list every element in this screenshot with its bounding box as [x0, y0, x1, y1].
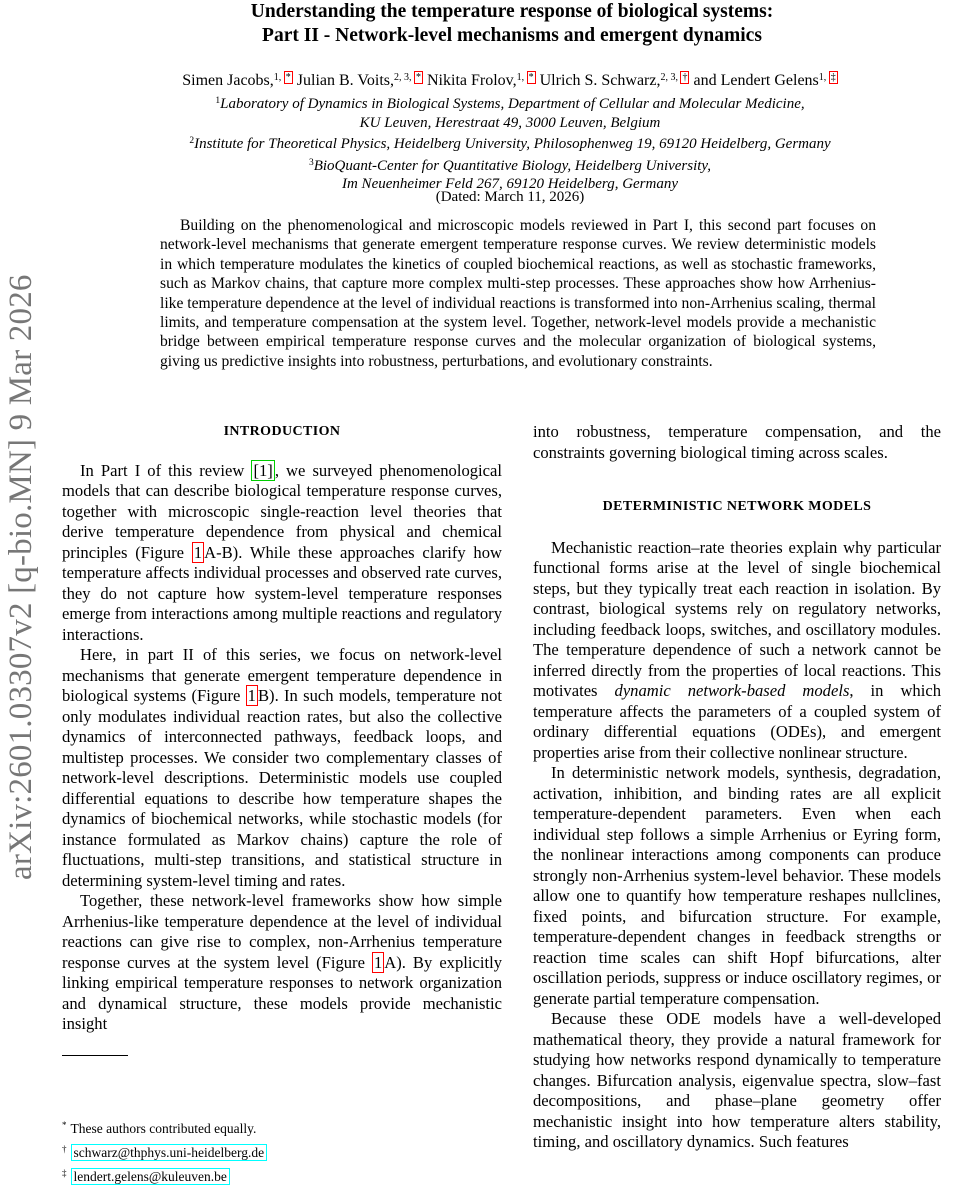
- abstract: Building on the phenomenological and microscopic models reviewed in Part I, this second part focuses on network-level mechanisms that generate emergent temperature response curves. We review deterministic models in which temperature modulates the kinetics of coupled biochemical reactions, as well as stochastic frameworks, such as Markov chains, that capture more complex multi-step processes. These approaches show how Arrhenius-like temperature dependence at the level of individual reactions is transformed into non-Arrhenius scaling, thermal limits, and temperature compensation at the system level. Together, network-level models provide a mechanistic bridge between empirical temperature response curves and the molecular organization of biological systems, giving us predictive insights into robustness, perturbations, and evolutionary constraints.: [160, 217, 876, 370]
- author-footnote-link[interactable]: *: [416, 72, 421, 83]
- left-column: [62, 422, 502, 1035]
- author-name: Julian B. Voits,: [292, 72, 394, 89]
- introduction-heading: INTRODUCTION: [223, 424, 341, 439]
- author-affiliation-number: 2, 3,: [660, 72, 681, 83]
- footnote-email-schwarz: † schwarz@thphys.uni-heidelberg.de: [62, 1139, 482, 1163]
- author-name: and Lendert Gelens: [689, 72, 819, 89]
- figure-link[interactable]: 1: [373, 952, 383, 972]
- title-line-1: Understanding the temperature response of biological systems:: [250, 1, 774, 22]
- footnote-email-gelens: ‡ lendert.gelens@kuleuven.be: [62, 1163, 482, 1187]
- intro-paragraph-1: In Part I of this review [1] , we surveyed phenomenological models that can describe biological temperature response curves, together with microscopic single-reaction level theories that derive temperature dependence from physical and chemical principles (Figure 1 A-B). While these approaches clarify how temperature affects individual processes and observed rate curves, they do not capture how system-level temperature responses emerge from interactions among multiple reactions and regulatory interactions.: [62, 460, 502, 644]
- paper-title: [150, 0, 874, 48]
- arxiv-identifier-text[interactable]: arXiv:2601.03307v2 [q-bio.MN] 9 Mar 2026: [3, 274, 39, 880]
- author-affiliation-number: 1,: [818, 72, 829, 83]
- date-line: (Dated: March 11, 2026): [435, 189, 585, 205]
- intro-paragraph-3: Together, these network-level frameworks show how simple Arrhenius-like temperature dependence at the level of individual reactions can give rise to complex, non-Arrhenius temperature response curves at the system level (Figure 1 A). By explicitly linking empirical temperature responses to network organization and dynamical structure, these models provide mechanistic insight: [62, 891, 502, 1033]
- author-footnote-link[interactable]: *: [528, 72, 534, 83]
- affiliation-3: $^3$BioQuant-Center for Quantitative Biology, Heidelberg University,: [308, 157, 712, 174]
- affiliation-2: $^2$Institute for Theoretical Physics, Heidelberg University, Philosophenweg 19, 69120 Heidelberg, Germany: [189, 136, 831, 152]
- author-name: Nikita Frolov,: [423, 72, 517, 89]
- author-affiliation-number: 2, 3,: [394, 72, 414, 83]
- footnotes: [62, 1115, 482, 1187]
- author-footnote-link[interactable]: †: [682, 72, 688, 83]
- affiliation-1: $^1$Laboratory of Dynamics in Biological Systems, Department of Cellular and Molecular Medicine,: [215, 96, 805, 112]
- arxiv-identifier-stamp[interactable]: [0, 260, 42, 880]
- deterministic-paragraph-3: Because these ODE models have a well-developed mathematical theory, they provide a natural framework for studying how networks respond dynamically to temperature changes. Bifurcation analysis, eigenvalue spectra, slow–fast decompositions, and phase–plane geometry offer mechanistic insight into how temperature alters stability, timing, and oscillatory dynamics. Such features: [533, 1009, 941, 1151]
- footnote-equal-contribution: * These authors contributed equally.: [62, 1120, 257, 1136]
- emphasis-text: dynamic network-based models: [614, 681, 850, 700]
- author-affiliation-number: 1,: [273, 72, 284, 83]
- author-name: Ulrich S. Schwarz,: [535, 72, 661, 89]
- citation-link[interactable]: [1]: [253, 460, 273, 480]
- figure-link[interactable]: 1: [193, 542, 203, 562]
- title-line-2: Part II - Network-level mechanisms and emergent dynamics: [262, 25, 762, 46]
- author-name: Simen Jacobs,: [182, 72, 274, 89]
- author-footnote-link[interactable]: ‡: [830, 72, 836, 83]
- footnote-separator: [62, 1055, 128, 1056]
- author-affiliation-number: 1,: [516, 72, 527, 83]
- figure-link[interactable]: 1: [247, 686, 256, 705]
- author-list: [100, 68, 920, 91]
- affiliation-1-address: KU Leuven, Herestraat 49, 3000 Leuven, Belgium: [359, 114, 661, 131]
- deterministic-paragraph-2: In deterministic network models, synthesis, degradation, activation, inhibition, and binding rates are all explicit temperature-dependent parameters. Even when each individual step follows a simple Arrhenius or Eyring form, the nonlinear interactions among components can produce strongly non-Arrhenius system-level behavior. These models allow one to quantify how temperature reshapes nullclines, fixed points, and bifurcation structure. For example, temperature-dependent changes in feedback strengths or reaction time scales can shift Hopf bifurcations, alter oscillation periods, suppress or induce oscillatory regimes, or generate partial temperature compensation.: [533, 763, 941, 1008]
- intro-paragraph-2: Here, in part II of this series, we focus on network-level mechanisms that generate emergent temperature dependence in biological systems (Figure 1 B). In such models, temperature not only modulates individual reaction rates, but also the collective dynamics of interconnected pathways, feedback loops, and multistep processes. We consider two complementary classes of network-level descriptions. Deterministic models use coupled differential equations to describe how temperature shapes the dynamics of biochemical networks, while stochastic models (for instance formulated as Markov chains) capture the role of fluctuations, multi-step transitions, and statistical structure in determining system-level timing and rates.: [62, 645, 502, 890]
- email-link-gelens[interactable]: lendert.gelens@kuleuven.be: [71, 1168, 230, 1185]
- right-column: [533, 422, 941, 1153]
- deterministic-paragraph-1: Mechanistic reaction–rate theories explain why particular functional forms arise at the level of single biochemical steps, but they typically treat each reaction in isolation. By contrast, biological systems rely on regulatory networks, including feedback loops, switches, and oscillatory modules. The temperature dependence of such a network cannot be inferred directly from the properties of local reactions. This motivates dynamic network-based models, in which temperature affects the parameters of a coupled system of ordinary differential equations (ODEs), and emergent properties arise from their collective nonlinear structure.: [533, 537, 942, 762]
- email-link-schwarz[interactable]: schwarz@thphys.uni-heidelberg.de: [71, 1144, 268, 1161]
- affiliation-3-address: Im Neuenheimer Feld 267, 69120 Heidelberg, Germany: [341, 176, 679, 192]
- author-footnote-link[interactable]: *: [285, 72, 291, 83]
- deterministic-models-heading: DETERMINISTIC NETWORK MODELS: [602, 499, 872, 514]
- intro-paragraph-3-continued: into robustness, temperature compensation, and the constraints governing biological timing across scales.: [533, 422, 941, 462]
- affiliation-list: [100, 92, 920, 194]
